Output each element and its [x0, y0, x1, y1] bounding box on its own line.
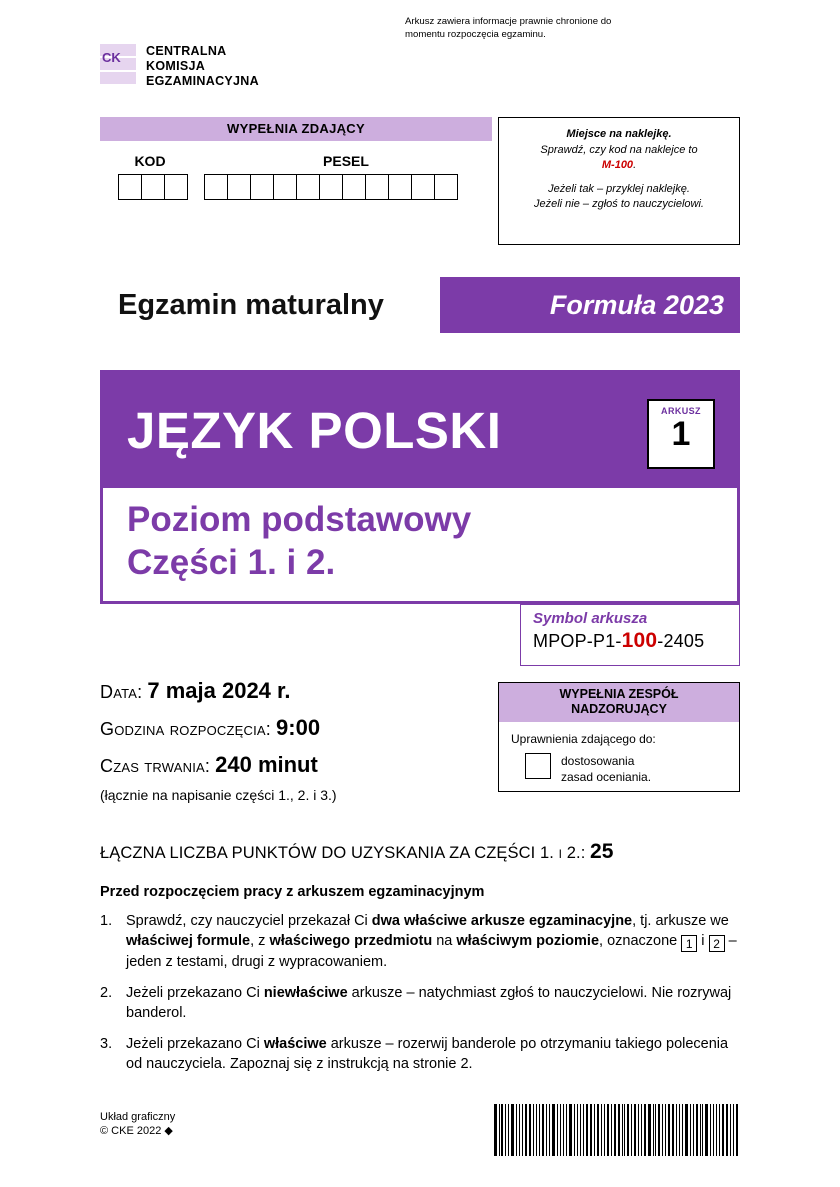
meta-date — [100, 678, 490, 704]
meta-duration-value: 240 minut — [215, 752, 318, 777]
footer-line-2: © CKE 2022 ◆ — [100, 1125, 173, 1137]
footer-credits — [100, 1110, 175, 1138]
meta-duration-label: Czas trwania: — [100, 756, 211, 776]
barcode-bar — [542, 1104, 544, 1156]
meta-start-label: Godzina rozpoczęcia: — [100, 719, 272, 739]
barcode — [494, 1104, 740, 1156]
barcode-bar — [702, 1104, 703, 1156]
barcode-bar — [676, 1104, 677, 1156]
instructions-list — [100, 911, 740, 1074]
code-label: KOD — [134, 153, 166, 169]
barcode-bar — [594, 1104, 595, 1156]
barcode-bar — [618, 1104, 620, 1156]
pesel-cell[interactable] — [342, 174, 366, 200]
supervisor-box-title — [499, 683, 739, 722]
supervisor-box-body — [499, 722, 739, 785]
barcode-bar — [522, 1104, 523, 1156]
subject-panel — [100, 370, 740, 604]
candidate-fill-box — [100, 117, 492, 200]
code-cell[interactable] — [141, 174, 165, 200]
barcode-bar — [641, 1104, 642, 1156]
instruction-fragment: i — [697, 933, 709, 949]
barcode-bar — [631, 1104, 632, 1156]
instruction-item — [100, 983, 740, 1023]
barcode-bar — [719, 1104, 720, 1156]
exam-title: Egzamin maturalny — [100, 277, 440, 333]
code-input-cells[interactable] — [118, 174, 200, 200]
barcode-bar — [665, 1104, 666, 1156]
instruction-emphasis: właściwym poziomie — [456, 933, 600, 949]
exam-level-line-2: Części 1. i 2. — [127, 543, 336, 582]
barcode-bar — [653, 1104, 654, 1156]
barcode-bar — [505, 1104, 506, 1156]
barcode-bar — [519, 1104, 520, 1156]
pesel-cell[interactable] — [204, 174, 228, 200]
barcode-bar — [577, 1104, 578, 1156]
exam-title-bar — [100, 277, 740, 333]
instruction-fragment: Jeżeli przekazano Ci — [126, 985, 264, 1001]
exam-formula: Formuła 2023 — [549, 289, 724, 320]
sticker-line-1: Miejsce na naklejkę. — [566, 128, 672, 140]
sheet-symbol-code — [533, 629, 739, 653]
barcode-bar — [529, 1104, 532, 1156]
barcode-bar — [499, 1104, 500, 1156]
barcode-bar — [700, 1104, 701, 1156]
instruction-fragment: arkusze – natychmiast zgłoś to nauczycielowi. Nie rozrywaj banderol. — [126, 985, 732, 1021]
pesel-field-group — [200, 153, 492, 200]
instruction-number: 1. — [100, 913, 113, 929]
barcode-bar — [726, 1104, 729, 1156]
barcode-bar — [655, 1104, 656, 1156]
barcode-bar — [634, 1104, 637, 1156]
pesel-cell[interactable] — [319, 174, 343, 200]
logo-line-3: EGZAMINACYJNA — [146, 74, 259, 88]
barcode-bar — [604, 1104, 605, 1156]
code-cell[interactable] — [164, 174, 188, 200]
sticker-line-2: Sprawdź, czy kod na naklejce to — [540, 143, 698, 156]
sheet-number-box: 2 — [709, 935, 725, 952]
adjustment-label — [561, 753, 651, 785]
pesel-input-cells[interactable] — [204, 174, 492, 200]
total-points-label: ŁĄCZNA LICZBA PUNKTÓW DO UZYSKANIA ZA CZĘŚCI 1. i 2.: — [100, 844, 586, 862]
barcode-bar — [580, 1104, 581, 1156]
instruction-text — [126, 983, 740, 1023]
pesel-cell[interactable] — [227, 174, 251, 200]
barcode-bar — [662, 1104, 663, 1156]
meta-date-label: Data: — [100, 682, 143, 702]
barcode-bar — [705, 1104, 708, 1156]
instruction-number: 2. — [100, 985, 113, 1001]
supervisor-title-line-1: WYPEŁNIA ZESPÓŁ — [559, 687, 679, 701]
adjustment-label-line-1: dostosowania — [561, 754, 635, 768]
barcode-bar — [668, 1104, 671, 1156]
supervisor-box — [498, 682, 740, 792]
barcode-bar — [563, 1104, 565, 1156]
instruction-emphasis: dwa właściwe arkusze egzaminacyjne — [371, 913, 633, 929]
sticker-code-dot: . — [633, 159, 637, 171]
barcode-bar — [693, 1104, 694, 1156]
subject-name: JĘZYK POLSKI — [103, 373, 737, 488]
cke-logo-icon — [100, 44, 136, 84]
sheet-symbol-prefix: MPOP-P1- — [533, 631, 622, 651]
barcode-bar — [622, 1104, 623, 1156]
instruction-emphasis: niewłaściwe — [263, 985, 348, 1001]
barcode-bar — [560, 1104, 561, 1156]
barcode-bar — [508, 1104, 509, 1156]
pesel-cell[interactable] — [388, 174, 412, 200]
barcode-bar — [501, 1104, 503, 1156]
cke-logo — [100, 44, 740, 89]
instruction-fragment: – jeden z testami, drugi z wypracowaniem. — [126, 933, 737, 970]
supervisor-title-line-2: NADZORUJĄCY — [571, 702, 667, 716]
logo-line-2: KOMISJA — [146, 59, 206, 73]
barcode-bar — [574, 1104, 576, 1156]
barcode-bar — [586, 1104, 588, 1156]
instruction-emphasis: właściwego przedmiotu — [269, 933, 433, 949]
barcode-bar — [690, 1104, 691, 1156]
barcode-bar — [583, 1104, 584, 1156]
arkusz-badge-label: ARKUSZ — [661, 406, 701, 416]
pesel-label: PESEL — [323, 153, 369, 169]
header — [100, 44, 740, 106]
sticker-code: M-100 — [601, 159, 634, 171]
instruction-fragment: , z — [250, 933, 270, 949]
instruction-number: 3. — [100, 1036, 113, 1052]
instruction-fragment: , oznaczone — [599, 933, 682, 949]
supervisor-intro: Uprawnienia zdającego do: — [511, 732, 656, 746]
barcode-bar — [549, 1104, 550, 1156]
barcode-bar — [533, 1104, 534, 1156]
barcode-bar — [648, 1104, 651, 1156]
fill-box-title: WYPEŁNIA ZDAJĄCY — [100, 117, 492, 141]
barcode-bar — [696, 1104, 698, 1156]
barcode-bar — [730, 1104, 731, 1156]
adjustment-label-line-2: zasad oceniania. — [561, 770, 652, 784]
instruction-item — [100, 1034, 740, 1074]
cke-logo-letters: CK — [102, 50, 121, 65]
barcode-bar — [679, 1104, 680, 1156]
instruction-fragment: Jeżeli przekazano Ci — [126, 1036, 264, 1052]
exam-level-line-1: Poziom podstawowy — [127, 500, 472, 539]
sticker-line-3: Jeżeli tak – przyklej naklejkę. — [548, 182, 690, 195]
barcode-bar — [607, 1104, 610, 1156]
barcode-bar — [601, 1104, 602, 1156]
instruction-item — [100, 911, 740, 972]
sheet-symbol-highlight: 100 — [621, 629, 658, 652]
sheet-symbol-suffix: -2405 — [657, 631, 705, 651]
sticker-line-4: Jeżeli nie – zgłoś to nauczycielowi. — [534, 198, 704, 210]
instruction-fragment: , tj. arkusze we — [632, 913, 729, 929]
pesel-cell[interactable] — [296, 174, 320, 200]
barcode-bar — [525, 1104, 527, 1156]
barcode-bar — [494, 1104, 497, 1156]
barcode-bar — [638, 1104, 639, 1156]
sheet-symbol-title: Symbol arkusza — [533, 610, 648, 627]
instruction-text — [126, 1034, 740, 1074]
instructions — [100, 884, 740, 1085]
exam-meta — [100, 678, 490, 803]
pesel-cell[interactable] — [365, 174, 389, 200]
barcode-bar — [716, 1104, 717, 1156]
footer-line-1: Układ graficzny — [100, 1111, 176, 1123]
barcode-bar — [566, 1104, 567, 1156]
barcode-bar — [624, 1104, 625, 1156]
meta-start-value: 9:00 — [276, 715, 321, 740]
barcode-bar — [516, 1104, 518, 1156]
code-field-group — [100, 153, 200, 200]
instruction-fragment: na — [432, 933, 457, 949]
instructions-heading: Przed rozpoczęciem pracy z arkuszem egzaminacyjnym — [100, 884, 485, 900]
barcode-bar — [597, 1104, 599, 1156]
sheet-number-box: 1 — [681, 935, 697, 952]
meta-duration — [100, 752, 490, 778]
barcode-bar — [685, 1104, 688, 1156]
exam-level — [127, 498, 471, 584]
instruction-text — [126, 911, 740, 972]
barcode-bar — [546, 1104, 548, 1156]
barcode-bar — [627, 1104, 629, 1156]
code-cell[interactable] — [118, 174, 142, 200]
sticker-code-row — [509, 158, 729, 174]
logo-line-1: CENTRALNA — [146, 44, 227, 58]
barcode-bar — [552, 1104, 555, 1156]
meta-duration-note: (łącznie na napisanie części 1., 2. i 3.) — [100, 787, 337, 803]
protected-info-note: Arkusz zawiera informacje prawnie chronione do momentu rozpoczęcia egzaminu. — [405, 16, 612, 40]
barcode-bar — [539, 1104, 540, 1156]
pesel-cell[interactable] — [273, 174, 297, 200]
barcode-bar — [672, 1104, 674, 1156]
adjustment-checkbox[interactable] — [525, 753, 551, 779]
sheet-symbol-box — [520, 604, 740, 666]
arkusz-badge-number: 1 — [671, 415, 691, 453]
barcode-bar — [682, 1104, 684, 1156]
barcode-bar — [590, 1104, 593, 1156]
instruction-fragment: Sprawdź, czy nauczyciel przekazał Ci — [126, 913, 372, 929]
barcode-bar — [644, 1104, 646, 1156]
barcode-bar — [710, 1104, 711, 1156]
barcode-bar — [511, 1104, 514, 1156]
barcode-bar — [733, 1104, 734, 1156]
barcode-bar — [614, 1104, 616, 1156]
total-points — [100, 840, 613, 864]
pesel-cell[interactable] — [434, 174, 458, 200]
instruction-emphasis: właściwe — [263, 1036, 327, 1052]
total-points-value: 25 — [590, 840, 614, 863]
barcode-bar — [658, 1104, 660, 1156]
barcode-bar — [736, 1104, 738, 1156]
pesel-cell[interactable] — [250, 174, 274, 200]
cke-logo-text — [146, 44, 259, 89]
meta-start-time — [100, 715, 490, 741]
barcode-bar — [557, 1104, 558, 1156]
instruction-fragment: arkusze – rozerwij banderole po otrzymaniu takiego polecenia od nauczyciela. Zapoznaj się z instrukcją na stronie 2. — [126, 1036, 729, 1072]
barcode-bar — [722, 1104, 724, 1156]
arkusz-badge — [647, 399, 715, 469]
barcode-bar — [611, 1104, 612, 1156]
barcode-bar — [536, 1104, 537, 1156]
meta-date-value: 7 maja 2024 r. — [147, 678, 291, 703]
pesel-cell[interactable] — [411, 174, 435, 200]
sticker-area-box — [498, 117, 740, 245]
barcode-bar — [569, 1104, 572, 1156]
barcode-bar — [713, 1104, 715, 1156]
instruction-emphasis: właściwej formule — [126, 933, 251, 949]
